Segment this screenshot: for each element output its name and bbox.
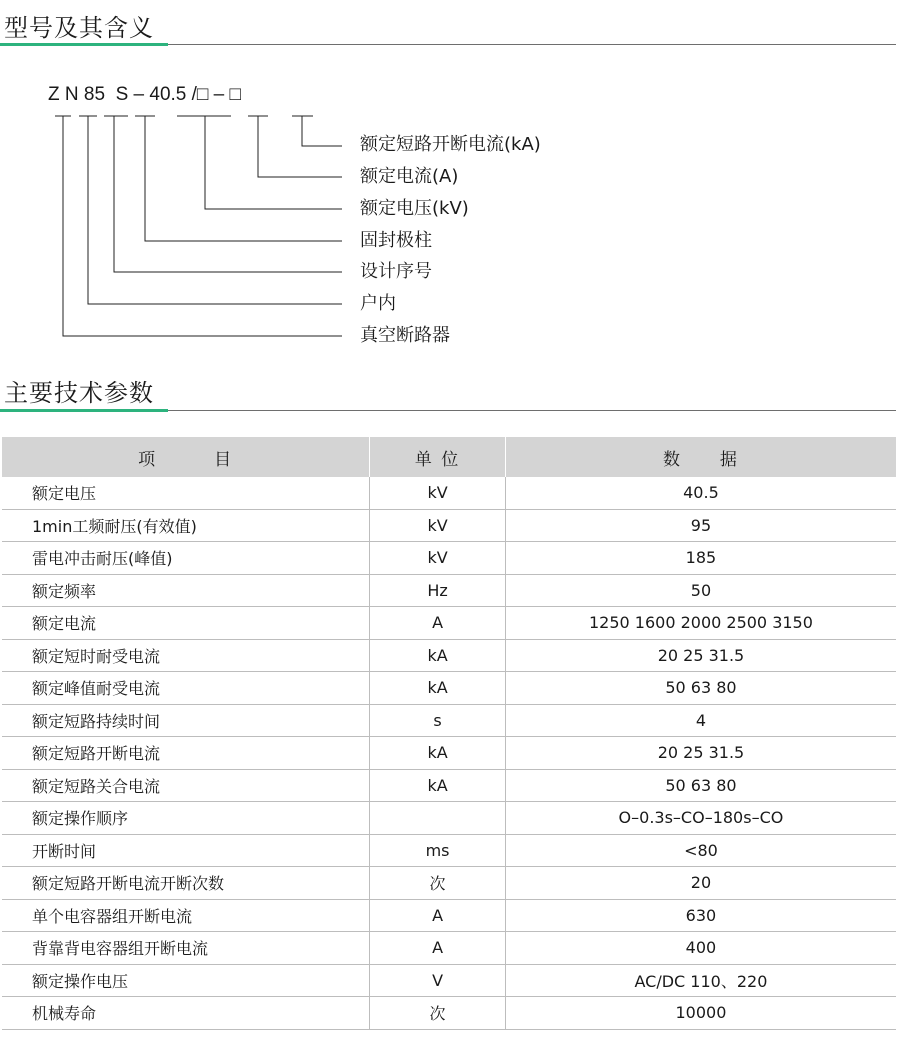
cell-item: 额定电流 [2,607,370,640]
table-row [2,964,896,997]
model-code: Z N 85 S – 40.5 /□ – □ [48,84,241,105]
cell-value: 4 [505,704,896,737]
cell-unit: Hz [370,574,506,607]
meaning-rated-voltage: 额定电压(kV) [360,198,469,219]
cell-unit: A [370,932,506,965]
table-row [2,737,896,770]
cell-value: 50 63 80 [505,672,896,705]
cell-item: 额定操作顺序 [2,802,370,835]
cell-item: 额定短时耐受电流 [2,639,370,672]
table-row [2,834,896,867]
cell-item: 额定频率 [2,574,370,607]
cell-item: 额定操作电压 [2,964,370,997]
section-title-model: 型号及其含义 [4,14,154,42]
cell-unit: kV [370,477,506,509]
table-row [2,574,896,607]
cell-value: 10000 [505,997,896,1030]
cell-item: 额定短路关合电流 [2,769,370,802]
table-row [2,607,896,640]
cell-value: 95 [505,509,896,542]
parameter-table [2,437,896,1030]
cell-unit: 次 [370,997,506,1030]
table-row [2,802,896,835]
cell-value: 630 [505,899,896,932]
cell-item: 1min工频耐压(有效值) [2,509,370,542]
cell-unit: kA [370,769,506,802]
table-row [2,509,896,542]
cell-value: 20 25 31.5 [505,737,896,770]
cell-item: 额定短路开断电流开断次数 [2,867,370,900]
cell-value: 1250 1600 2000 2500 3150 [505,607,896,640]
cell-value: 185 [505,542,896,575]
meaning-embedded-pole: 固封极柱 [360,230,432,251]
meaning-vacuum-breaker: 真空断路器 [360,325,450,346]
cell-value: 50 [505,574,896,607]
cell-unit: kA [370,737,506,770]
table-row [2,932,896,965]
cell-unit: A [370,899,506,932]
cell-item: 单个电容器组开断电流 [2,899,370,932]
cell-item: 额定短路持续时间 [2,704,370,737]
cell-unit: s [370,704,506,737]
cell-value: 20 [505,867,896,900]
cell-value: <80 [505,834,896,867]
table-row [2,867,896,900]
meaning-indoor: 户内 [360,293,396,314]
cell-value: O–0.3s–CO–180s–CO [505,802,896,835]
cell-unit: 次 [370,867,506,900]
cell-unit: kA [370,639,506,672]
table-row [2,477,896,509]
header-item: 项 目 [2,437,370,477]
table-row [2,639,896,672]
cell-unit: V [370,964,506,997]
table-row [2,997,896,1030]
cell-item: 额定短路开断电流 [2,737,370,770]
header-value: 数 据 [505,437,896,477]
header-unit: 单 位 [370,437,506,477]
cell-unit: kV [370,509,506,542]
cell-value: 400 [505,932,896,965]
table-row [2,542,896,575]
cell-value: AC/DC 110、220 [505,964,896,997]
cell-value: 50 63 80 [505,769,896,802]
cell-item: 开断时间 [2,834,370,867]
meaning-rated-current: 额定电流(A) [360,166,459,187]
table-row [2,704,896,737]
cell-unit: ms [370,834,506,867]
cell-value: 20 25 31.5 [505,639,896,672]
cell-unit: kV [370,542,506,575]
cell-item: 雷电冲击耐压(峰值) [2,542,370,575]
cell-item: 额定电压 [2,477,370,509]
cell-item: 额定峰值耐受电流 [2,672,370,705]
table-row [2,899,896,932]
meaning-breaking-current: 额定短路开断电流(kA) [360,134,541,155]
cell-unit: kA [370,672,506,705]
section-accent-bar [0,409,168,412]
cell-unit [370,802,506,835]
table-row [2,769,896,802]
section-title-params: 主要技术参数 [4,379,154,407]
cell-item: 背靠背电容器组开断电流 [2,932,370,965]
table-header-row [2,437,896,477]
cell-item: 机械寿命 [2,997,370,1030]
meaning-design-serial: 设计序号 [360,261,432,282]
cell-unit: A [370,607,506,640]
table-row [2,672,896,705]
cell-value: 40.5 [505,477,896,509]
